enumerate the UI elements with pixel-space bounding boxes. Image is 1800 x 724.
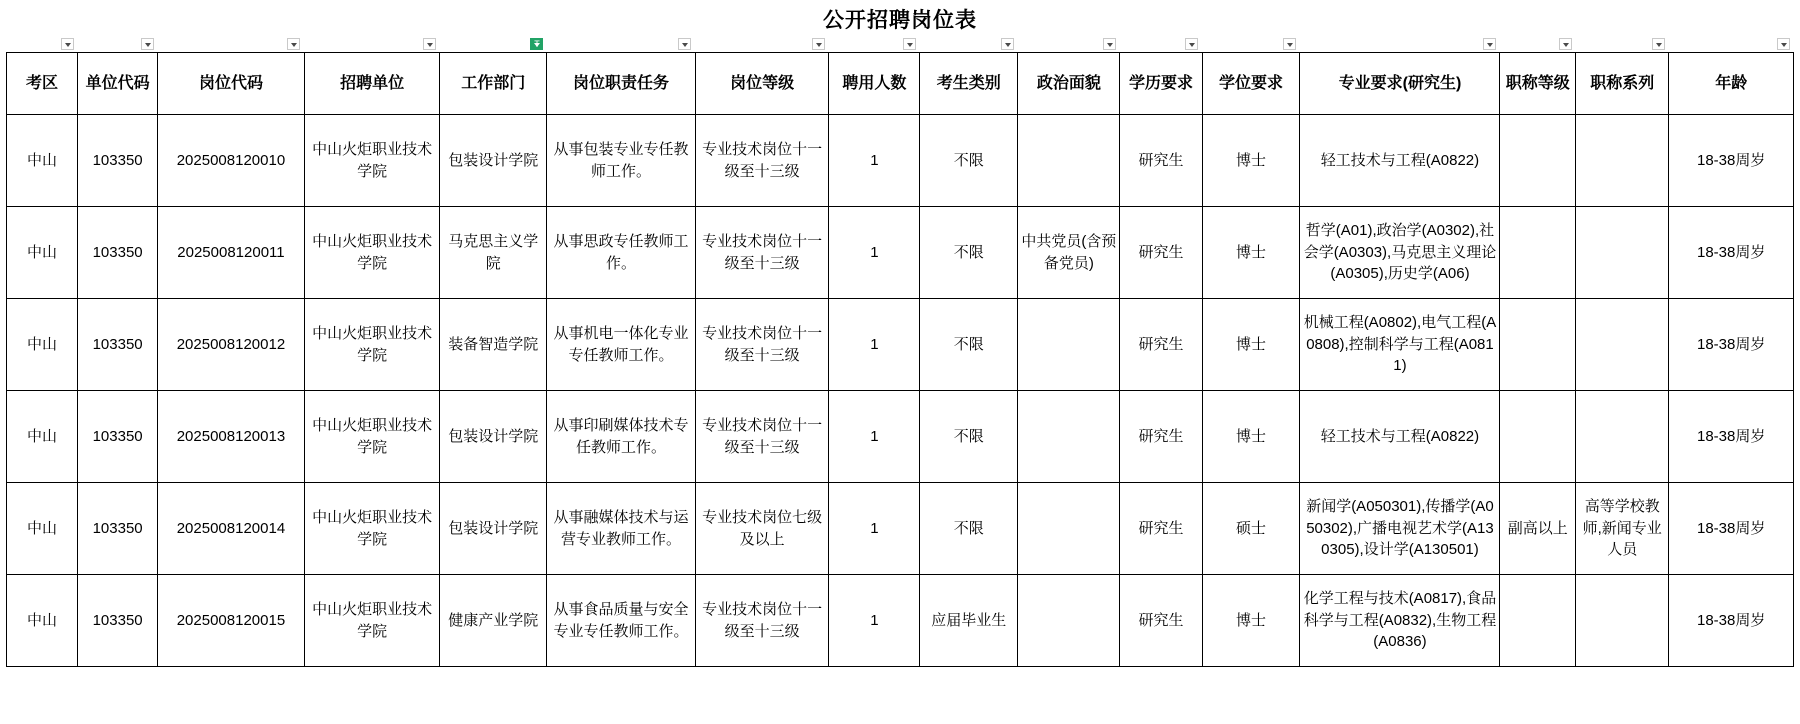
chevron-down-icon[interactable]	[1185, 38, 1198, 50]
cell-5-4[interactable]: 健康产业学院	[440, 575, 547, 667]
column-header-3[interactable]: 招聘单位	[304, 53, 440, 115]
cell-3-15[interactable]: 18-38周岁	[1669, 391, 1794, 483]
chevron-down-icon[interactable]	[1559, 38, 1572, 50]
cell-2-14[interactable]	[1576, 299, 1669, 391]
page-title: 公开招聘岗位表	[823, 9, 977, 32]
cell-4-7[interactable]: 1	[829, 483, 920, 575]
column-header-15[interactable]: 年龄	[1669, 53, 1794, 115]
chevron-down-icon[interactable]	[287, 38, 300, 50]
column-header-8[interactable]: 考生类别	[920, 53, 1018, 115]
cell-3-1[interactable]: 103350	[78, 391, 158, 483]
column-header-2[interactable]: 岗位代码	[158, 53, 305, 115]
chevron-down-icon[interactable]	[1103, 38, 1116, 50]
cell-0-13[interactable]	[1500, 115, 1576, 207]
cell-5-15[interactable]: 18-38周岁	[1669, 575, 1794, 667]
cell-5-10[interactable]: 研究生	[1120, 575, 1202, 667]
table-row	[7, 483, 1794, 575]
chevron-down-icon[interactable]	[423, 38, 436, 50]
cell-5-2[interactable]: 2025008120015	[158, 575, 305, 667]
column-header-4[interactable]: 工作部门	[440, 53, 547, 115]
cell-2-13[interactable]	[1500, 299, 1576, 391]
cell-4-5[interactable]: 从事融媒体技术与运营专业教师工作。	[547, 483, 696, 575]
column-header-14[interactable]: 职称系列	[1576, 53, 1669, 115]
cell-3-9[interactable]	[1018, 391, 1120, 483]
cell-1-14[interactable]	[1576, 207, 1669, 299]
cell-0-12[interactable]: 轻工技术与工程(A0822)	[1300, 115, 1500, 207]
cell-1-8[interactable]: 不限	[920, 207, 1018, 299]
cell-0-3[interactable]: 中山火炬职业技术学院	[304, 115, 440, 207]
column-header-13[interactable]: 职称等级	[1500, 53, 1576, 115]
title-row	[0, 0, 1800, 38]
cell-3-2[interactable]: 2025008120013	[158, 391, 305, 483]
cell-3-11[interactable]: 博士	[1202, 391, 1300, 483]
cell-4-6[interactable]: 专业技术岗位七级及以上	[695, 483, 828, 575]
cell-2-10[interactable]: 研究生	[1120, 299, 1202, 391]
cell-4-9[interactable]	[1018, 483, 1120, 575]
cell-1-0[interactable]: 中山	[7, 207, 78, 299]
cell-2-5[interactable]: 从事机电一体化专业专任教师工作。	[547, 299, 696, 391]
cell-1-15[interactable]: 18-38周岁	[1669, 207, 1794, 299]
cell-2-12[interactable]: 机械工程(A0802),电气工程(A0808),控制科学与工程(A0811)	[1300, 299, 1500, 391]
cell-5-14[interactable]	[1576, 575, 1669, 667]
cell-5-13[interactable]	[1500, 575, 1576, 667]
cell-2-4[interactable]: 装备智造学院	[440, 299, 547, 391]
cell-4-12[interactable]: 新闻学(A050301),传播学(A050302),广播电视艺术学(A130305),设计学(A130501)	[1300, 483, 1500, 575]
cell-3-6[interactable]: 专业技术岗位十一级至十三级	[695, 391, 828, 483]
cell-2-7[interactable]: 1	[829, 299, 920, 391]
cell-0-15[interactable]: 18-38周岁	[1669, 115, 1794, 207]
cell-5-11[interactable]: 博士	[1202, 575, 1300, 667]
chevron-down-icon[interactable]	[812, 38, 825, 50]
cell-5-7[interactable]: 1	[829, 575, 920, 667]
cell-5-12[interactable]: 化学工程与技术(A0817),食品科学与工程(A0832),生物工程(A0836)	[1300, 575, 1500, 667]
cell-3-0[interactable]: 中山	[7, 391, 78, 483]
cell-2-15[interactable]: 18-38周岁	[1669, 299, 1794, 391]
cell-3-5[interactable]: 从事印刷媒体技术专任教师工作。	[547, 391, 696, 483]
cell-4-3[interactable]: 中山火炬职业技术学院	[304, 483, 440, 575]
cell-0-9[interactable]	[1018, 115, 1120, 207]
cell-0-6[interactable]: 专业技术岗位十一级至十三级	[695, 115, 828, 207]
cell-0-5[interactable]: 从事包装专业专任教师工作。	[547, 115, 696, 207]
cell-0-0[interactable]: 中山	[7, 115, 78, 207]
cell-0-8[interactable]: 不限	[920, 115, 1018, 207]
filter-active-glyph: T	[534, 39, 540, 49]
filter-active-icon[interactable]	[530, 38, 543, 50]
cell-3-13[interactable]	[1500, 391, 1576, 483]
chevron-down-icon[interactable]	[1001, 38, 1014, 50]
cell-4-2[interactable]: 2025008120014	[158, 483, 305, 575]
chevron-down-icon[interactable]	[1652, 38, 1665, 50]
cell-5-8[interactable]: 应届毕业生	[920, 575, 1018, 667]
cell-4-15[interactable]: 18-38周岁	[1669, 483, 1794, 575]
cell-5-9[interactable]	[1018, 575, 1120, 667]
cell-4-11[interactable]: 硕士	[1202, 483, 1300, 575]
cell-3-12[interactable]: 轻工技术与工程(A0822)	[1300, 391, 1500, 483]
cell-3-14[interactable]	[1576, 391, 1669, 483]
cell-1-1[interactable]: 103350	[78, 207, 158, 299]
chevron-down-icon[interactable]	[678, 38, 691, 50]
filter-dropdown-strip	[6, 38, 1792, 52]
cell-0-14[interactable]	[1576, 115, 1669, 207]
cell-1-3[interactable]: 中山火炬职业技术学院	[304, 207, 440, 299]
column-header-6[interactable]: 岗位等级	[695, 53, 828, 115]
cell-2-1[interactable]: 103350	[78, 299, 158, 391]
chevron-down-icon[interactable]	[1483, 38, 1496, 50]
cell-5-5[interactable]: 从事食品质量与安全专业专任教师工作。	[547, 575, 696, 667]
column-header-9[interactable]: 政治面貌	[1018, 53, 1120, 115]
cell-1-11[interactable]: 博士	[1202, 207, 1300, 299]
column-header-5[interactable]: 岗位职责任务	[547, 53, 696, 115]
cell-4-14[interactable]: 高等学校教师,新闻专业人员	[1576, 483, 1669, 575]
chevron-down-icon[interactable]	[61, 38, 74, 50]
cell-4-0[interactable]: 中山	[7, 483, 78, 575]
cell-2-0[interactable]: 中山	[7, 299, 78, 391]
chevron-down-icon[interactable]	[141, 38, 154, 50]
cell-5-3[interactable]: 中山火炬职业技术学院	[304, 575, 440, 667]
cell-2-8[interactable]: 不限	[920, 299, 1018, 391]
chevron-down-icon[interactable]	[1777, 38, 1790, 50]
cell-2-11[interactable]: 博士	[1202, 299, 1300, 391]
column-header-10[interactable]: 学历要求	[1120, 53, 1202, 115]
column-header-12[interactable]: 专业要求(研究生)	[1300, 53, 1500, 115]
cell-1-10[interactable]: 研究生	[1120, 207, 1202, 299]
cell-5-0[interactable]: 中山	[7, 575, 78, 667]
cell-4-10[interactable]: 研究生	[1120, 483, 1202, 575]
cell-1-2[interactable]: 2025008120011	[158, 207, 305, 299]
table-header-row	[7, 53, 1794, 115]
cell-0-11[interactable]: 博士	[1202, 115, 1300, 207]
column-header-0[interactable]: 考区	[7, 53, 78, 115]
cell-3-7[interactable]: 1	[829, 391, 920, 483]
table-body	[7, 115, 1794, 667]
chevron-down-icon[interactable]	[903, 38, 916, 50]
cell-1-4[interactable]: 马克思主义学院	[440, 207, 547, 299]
cell-2-6[interactable]: 专业技术岗位十一级至十三级	[695, 299, 828, 391]
cell-0-1[interactable]: 103350	[78, 115, 158, 207]
cell-0-7[interactable]: 1	[829, 115, 920, 207]
cell-4-8[interactable]: 不限	[920, 483, 1018, 575]
cell-2-9[interactable]	[1018, 299, 1120, 391]
table-row	[7, 575, 1794, 667]
cell-1-13[interactable]	[1500, 207, 1576, 299]
cell-2-2[interactable]: 2025008120012	[158, 299, 305, 391]
table-row	[7, 391, 1794, 483]
cell-3-8[interactable]: 不限	[920, 391, 1018, 483]
cell-2-3[interactable]: 中山火炬职业技术学院	[304, 299, 440, 391]
cell-4-13[interactable]: 副高以上	[1500, 483, 1576, 575]
cell-0-2[interactable]: 2025008120010	[158, 115, 305, 207]
cell-5-1[interactable]: 103350	[78, 575, 158, 667]
cell-1-12[interactable]: 哲学(A01),政治学(A0302),社会学(A0303),马克思主义理论(A0305),历史学(A06)	[1300, 207, 1500, 299]
column-header-11[interactable]: 学位要求	[1202, 53, 1300, 115]
cell-4-4[interactable]: 包装设计学院	[440, 483, 547, 575]
column-header-7[interactable]: 聘用人数	[829, 53, 920, 115]
cell-1-9[interactable]: 中共党员(含预备党员)	[1018, 207, 1120, 299]
cell-0-10[interactable]: 研究生	[1120, 115, 1202, 207]
recruitment-table	[6, 52, 1794, 667]
cell-3-3[interactable]: 中山火炬职业技术学院	[304, 391, 440, 483]
cell-3-4[interactable]: 包装设计学院	[440, 391, 547, 483]
cell-1-6[interactable]: 专业技术岗位十一级至十三级	[695, 207, 828, 299]
cell-1-7[interactable]: 1	[829, 207, 920, 299]
cell-0-4[interactable]: 包装设计学院	[440, 115, 547, 207]
cell-5-6[interactable]: 专业技术岗位十一级至十三级	[695, 575, 828, 667]
cell-3-10[interactable]: 研究生	[1120, 391, 1202, 483]
table-row	[7, 207, 1794, 299]
chevron-down-icon[interactable]	[1283, 38, 1296, 50]
column-header-1[interactable]: 单位代码	[78, 53, 158, 115]
table-row	[7, 299, 1794, 391]
table-row	[7, 115, 1794, 207]
cell-4-1[interactable]: 103350	[78, 483, 158, 575]
cell-1-5[interactable]: 从事思政专任教师工作。	[547, 207, 696, 299]
